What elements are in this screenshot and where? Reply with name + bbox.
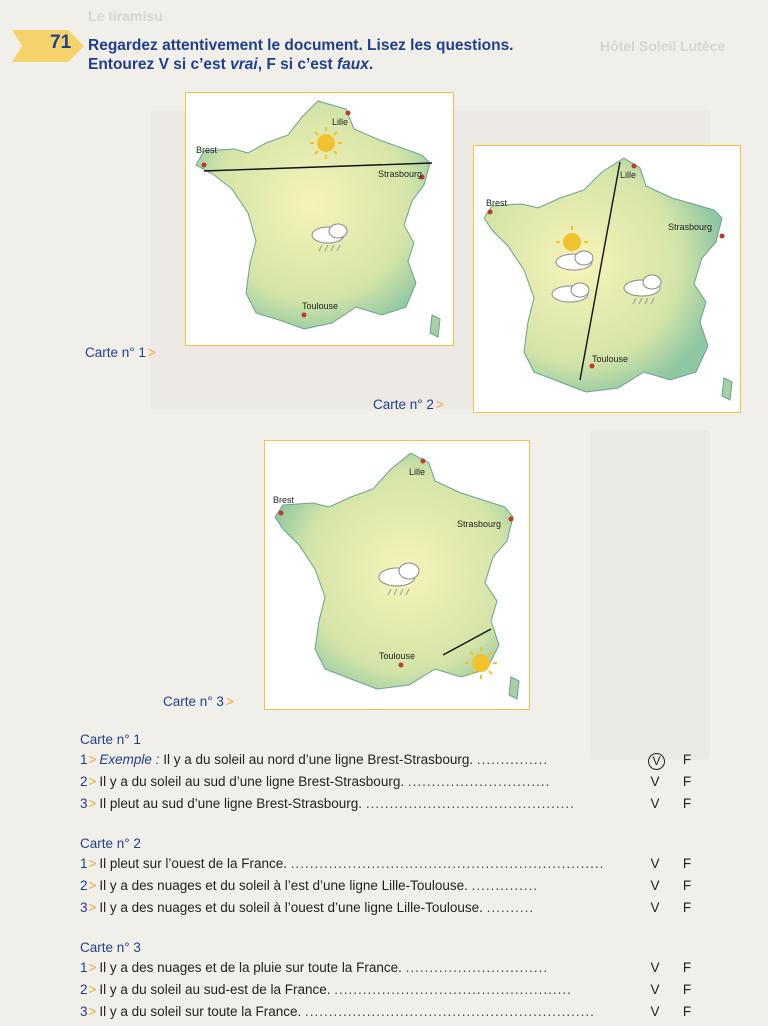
true-option[interactable]: V (650, 982, 660, 997)
map-2 (473, 145, 741, 413)
section-carte-1 (80, 732, 720, 818)
city-lille: Lille (620, 170, 637, 180)
false-option[interactable]: F (682, 856, 692, 871)
exercise-number-badge (12, 30, 84, 62)
city-strasbourg: Strasbourg (457, 519, 502, 529)
city-brest: Brest (196, 145, 218, 155)
section-title: Carte n° 2 (80, 836, 141, 851)
corsica-shape (509, 677, 519, 699)
map-3 (264, 440, 530, 710)
false-option[interactable]: F (682, 982, 692, 997)
section-carte-3 (80, 940, 720, 1026)
city-lille: Lille (409, 467, 426, 477)
city-toulouse: Toulouse (379, 651, 416, 661)
ghost-hotel: Hôtel Soleil Lutèce (600, 38, 726, 54)
false-option[interactable]: F (682, 900, 692, 915)
true-option[interactable]: V (650, 878, 660, 893)
city-brest: Brest (486, 198, 508, 208)
true-option[interactable]: V (650, 796, 660, 811)
false-option[interactable]: F (682, 774, 692, 789)
instruction-line-2: Entourez V si c’est vrai, F si c’est faux. (88, 56, 374, 73)
section-title: Carte n° 3 (80, 940, 141, 955)
ghost-panel (590, 430, 710, 760)
section-carte-2 (80, 836, 720, 922)
city-toulouse: Toulouse (302, 301, 339, 311)
section-title: Carte n° 1 (80, 732, 141, 747)
question-row: 2> Il y a du soleil au sud-est de la France. .................................................. V F (80, 982, 720, 1004)
false-option[interactable]: F (682, 752, 692, 767)
map-3-caption: Carte n° 3 > (163, 694, 234, 709)
question-row: 3> Il y a des nuages et du soleil à l’ouest d’une ligne Lille-Toulouse. .......... V F (80, 900, 720, 922)
map-1 (185, 92, 454, 346)
true-option[interactable]: V (650, 856, 660, 871)
exercise-instruction (88, 36, 514, 74)
true-option-circled[interactable]: V (648, 753, 665, 770)
exercise-number: 71 (50, 32, 72, 53)
false-option[interactable]: F (682, 796, 692, 811)
true-option[interactable]: V (650, 900, 660, 915)
city-toulouse: Toulouse (592, 354, 629, 364)
city-strasbourg: Strasbourg (378, 169, 423, 179)
false-option[interactable]: F (682, 960, 692, 975)
corsica-shape (722, 378, 732, 400)
true-option[interactable]: V (650, 960, 660, 975)
true-option[interactable]: V (650, 774, 660, 789)
instruction-line-1: Regardez attentivement le document. Lisez les questions. (88, 37, 514, 54)
question-row: 1> Exemple : Il y a du soleil au nord d’une ligne Brest-Strasbourg. ............... V F (80, 752, 720, 774)
question-row: 1> Il pleut sur l’ouest de la France. .................................................................. V F (80, 856, 720, 878)
question-row: 1> Il y a des nuages et de la pluie sur toute la France. .............................. V F (80, 960, 720, 982)
map-1-caption: Carte n° 1 > (85, 345, 156, 360)
france-shape (196, 101, 430, 329)
city-strasbourg: Strasbourg (668, 222, 713, 232)
map-2-caption: Carte n° 2 > (373, 397, 444, 412)
ghost-heading: Le tiramisu (88, 8, 163, 24)
true-option[interactable]: V (650, 1004, 660, 1019)
question-row: 2> Il y a du soleil au sud d’une ligne Brest-Strasbourg. .............................. V F (80, 774, 720, 796)
question-row: 3> Il y a du soleil sur toute la France. ............................................................. V F (80, 1004, 720, 1026)
question-row: 2> Il y a des nuages et du soleil à l’est d’une ligne Lille-Toulouse. .............. V F (80, 878, 720, 900)
question-row: 3> Il pleut au sud d’une ligne Brest-Strasbourg. ............................................ V F (80, 796, 720, 818)
false-option[interactable]: F (682, 1004, 692, 1019)
city-brest: Brest (273, 495, 295, 505)
false-option[interactable]: F (682, 878, 692, 893)
city-lille: Lille (332, 117, 349, 127)
corsica-shape (430, 315, 440, 337)
